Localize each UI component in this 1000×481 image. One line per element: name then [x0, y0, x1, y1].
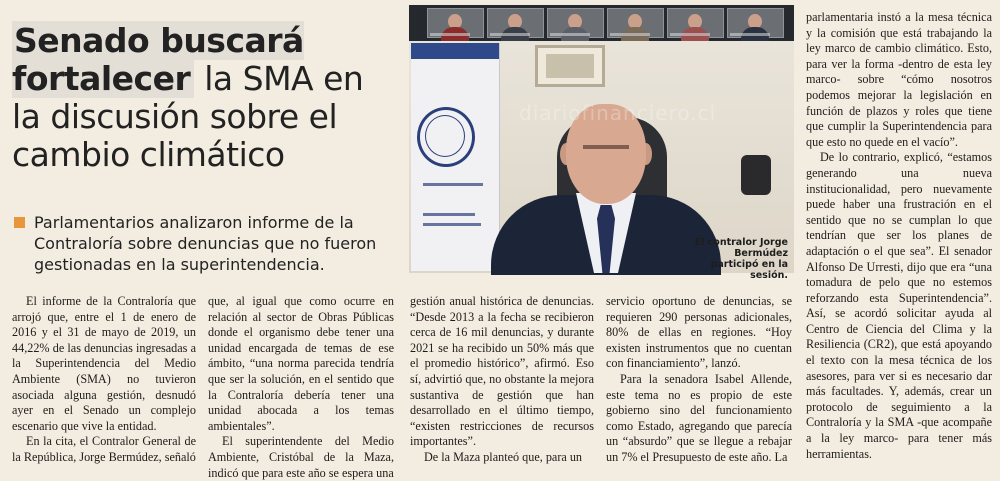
text-column-2 — [208, 294, 394, 481]
text-column-4 — [606, 294, 792, 466]
video-call-strip — [409, 5, 794, 41]
participant-thumbnail — [667, 8, 724, 38]
participant-thumbnail — [427, 8, 484, 38]
paragraph: De lo contrario, explicó, “estamos generando una nueva institucionalidad, pero nuevamente puede haber una frustración en el sentido que no se cumplan lo que tendrían que ser los planes de adaptación o el que sea”. El senador Alfonso De Urresti, dijo que era “una tomadura de pelo que no estemos reforzando esta Superintendencia”. Así, se acordó solicitar ayuda al Centro de Ciencia del Clima y la Resiliencia (CR2), que está apoyando el texto con la mesa técnica de los asesores, para ver si es necesario dar más facultades. Y, además, crear un protocolo de seguimiento a la Contraloría y la SMA -que acompañe a la ley marco- para tener más herramientas. — [806, 150, 992, 461]
deck-text: Parlamentarios analizaron informe de la Contraloría sobre denuncias que no fueron gestionadas en la superintendencia. — [34, 213, 377, 274]
headline — [12, 22, 392, 174]
paragraph: De la Maza planteó que, para un — [424, 449, 583, 464]
bullet-square-icon — [14, 217, 25, 228]
participant-thumbnail — [547, 8, 604, 38]
paragraph: Para la senadora Isabel Allende, este tema no es propio de este gobierno sino del funcionamiento como Estado, agregando que parecía un “absurdo” que se llegue a rebajar un 7% el Presupuesto de este año. La — [606, 371, 792, 464]
participant-thumbnail — [727, 8, 784, 38]
text-column-5 — [806, 10, 992, 462]
paragraph: El superintendente del Medio Ambiente, Cristóbal de la Maza, indicó que para este año se espera una — [208, 434, 394, 480]
participant-thumbnail — [607, 8, 664, 38]
participant-thumbnail — [487, 8, 544, 38]
contraloria-banner — [411, 43, 500, 271]
deck — [14, 212, 399, 275]
photo-watermark: diariofinanciero.cl — [519, 101, 717, 125]
paragraph: En la cita, el Contralor General de la República, Jorge Bermúdez, señaló — [12, 434, 196, 464]
wall-frame — [535, 45, 605, 87]
headline-bold: Senado buscará fortalecer — [12, 21, 304, 98]
photo-caption: El contralor Jorge Bermúdez participó en la sesión. — [694, 237, 788, 281]
article-photo — [409, 5, 794, 281]
text-column-1 — [12, 294, 196, 466]
desk-phone — [741, 155, 771, 195]
text-column-3 — [410, 294, 594, 466]
paragraph: gestión anual histórica de denuncias. “Desde 2013 a la fecha se recibieron cerca de 16 mil denuncias, y durante 2021 se ha recibido un 50% más que el promedio histórico”, afirmó. Eso sí, advirtió que, no obstante la mejora sustantiva de gestión que han desarrollado en el último tiempo, “existen restricciones de recursos importantes”. — [410, 294, 594, 449]
paragraph: parlamentaria instó a la mesa técnica y la comisión que está trabajando la ley marco de cambio climático. Esto, para ver la forma -dentro de esta ley marco- sobre “cómo nosotros podemos mejorar la legislación en función de plazos y roles que tiene que cumplir la Superintendencia para que esto no quede en el vacío”. — [806, 10, 992, 149]
paragraph: servicio oportuno de denuncias, se requieren 290 personas adicionales, 80% de ellas en regiones. “Hoy existen instrumentos que no cuentan con financiamiento”, lanzó. — [606, 294, 792, 371]
paragraph: El informe de la Contraloría que arrojó que, entre el 1 de enero de 2016 y el 31 de mayo de 2019, un 44,22% de las denuncias ingresadas a la Superintendencia del Medio Ambiente (SMA) no tuvieron asociada alguna gestión, desnudó ayer en el Senado un complejo escenario que vive la entidad. — [12, 294, 196, 433]
paragraph: que, al igual que como ocurre en relación al sector de Obras Públicas donde el organismo debe tener una unidad encargada de temas de ese ámbito, “una norma parecida tendría que ser la solución, en el sentido que la Contraloría debería tener una unidad abocada a los temas ambientales”. — [208, 294, 394, 433]
headline-rest: la SMA en la discusión sobre el cambio climático — [12, 59, 364, 174]
